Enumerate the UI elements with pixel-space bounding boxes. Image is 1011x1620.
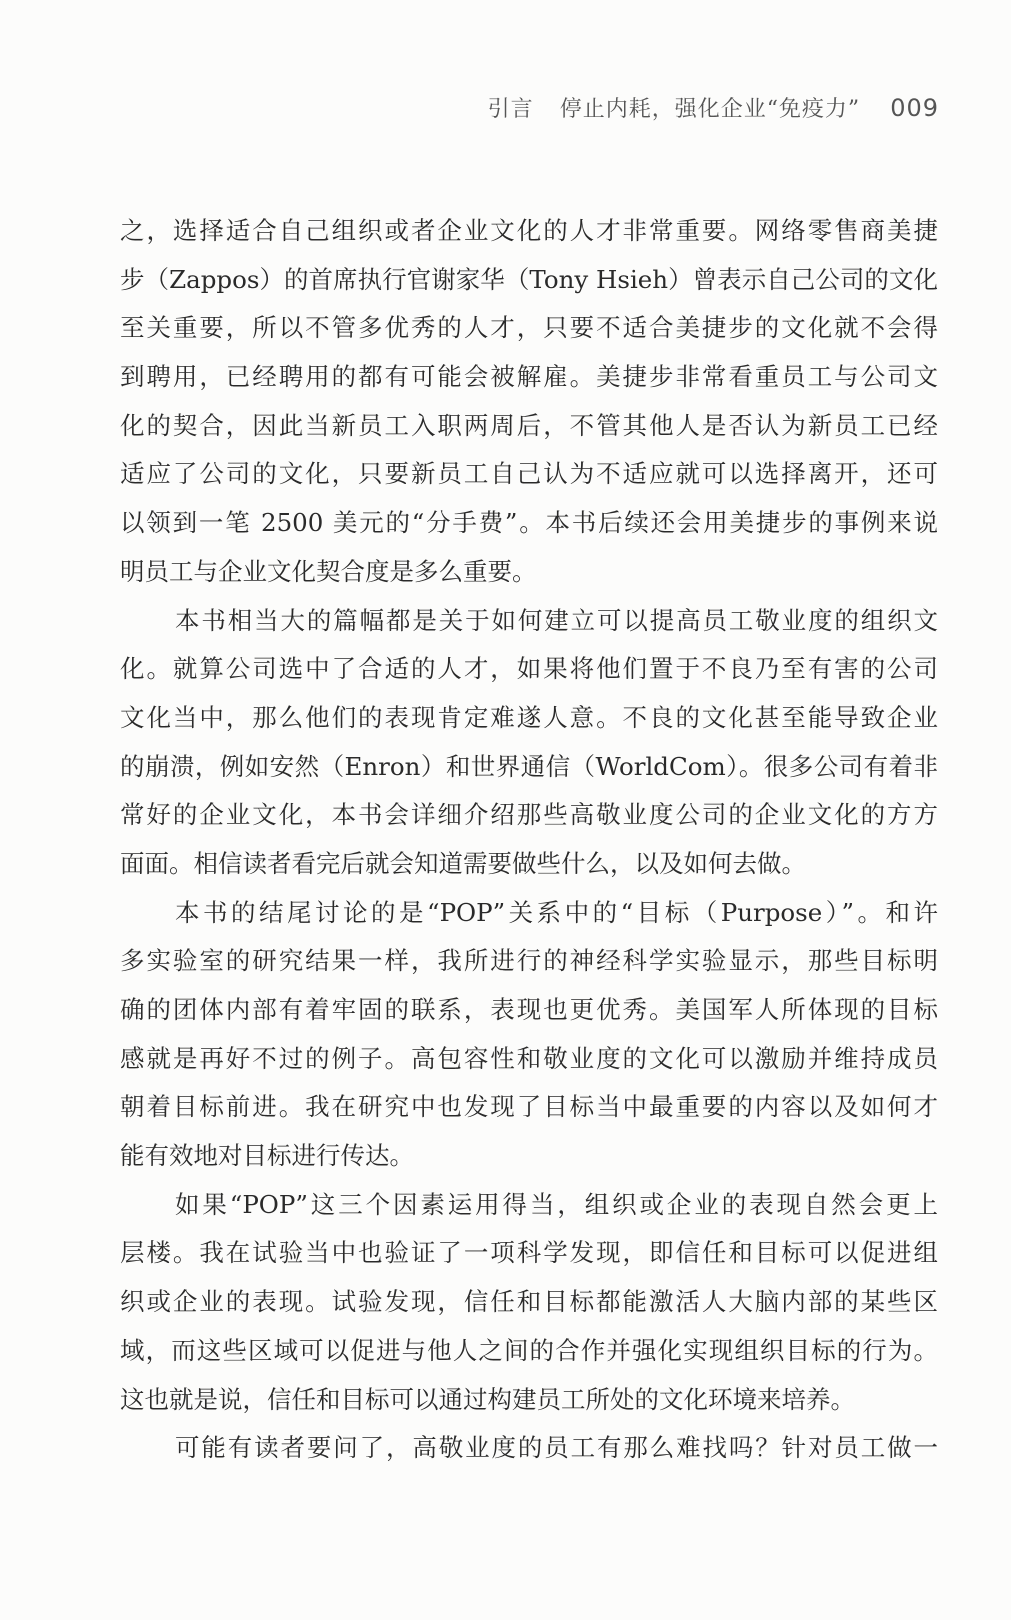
text-line: 多实验室的研究结果一样，我所进行的神经科学实验显示，那些目标明 — [120, 946, 938, 976]
text-line: 面面。相信读者看完后就会知道需要做些什么，以及如何去做。 — [120, 848, 806, 878]
text-line: 明员工与企业文化契合度是多么重要。 — [120, 556, 537, 586]
text-line: 可能有读者要问了，高敬业度的员工有那么难找吗？针对员工做一 — [175, 1433, 938, 1463]
text-line: 域，而这些区域可以促进与他人之间的合作并强化实现组织目标的行为。 — [120, 1335, 938, 1365]
text-line: 至关重要，所以不管多优秀的人才，只要不适合美捷步的文化就不会得 — [120, 313, 938, 343]
text-line: 之，选择适合自己组织或者企业文化的人才非常重要。网络零售商美捷 — [120, 216, 938, 245]
text-line: 层楼。我在试验当中也验证了一项科学发现，即信任和目标可以促进组 — [120, 1238, 938, 1268]
text-line: 以领到一笔 2500 美元的“分手费”。本书后续还会用美捷步的事例来说 — [120, 508, 938, 538]
page-number: 009 — [890, 94, 939, 122]
text-line: 这也就是说，信任和目标可以通过构建员工所处的文化环境来培养。 — [120, 1384, 855, 1414]
text-line: 织或企业的表现。试验发现，信任和目标都能激活人大脑内部的某些区 — [120, 1287, 938, 1317]
text-line: 朝着目标前进。我在研究中也发现了目标当中最重要的内容以及如何才 — [120, 1092, 938, 1122]
text-line: 本书相当大的篇幅都是关于如何建立可以提高员工敬业度的组织文 — [175, 605, 938, 635]
text-line: 如果“POP”这三个因素运用得当，组织或企业的表现自然会更上 — [175, 1189, 938, 1219]
text-line: 确的团体内部有着牢固的联系，表现也更优秀。美国军人所体现的目标 — [120, 995, 938, 1024]
text-line: 的崩溃，例如安然（Enron）和世界通信（WorldCom）。很多公司有着非 — [120, 751, 938, 781]
running-head-chapter: 引言 — [487, 97, 534, 122]
running-head-title: 停止内耗，强化企业“免疫力” — [559, 97, 861, 122]
running-head — [488, 92, 939, 123]
text-line: 文化当中，那么他们的表现肯定难遂人意。不良的文化甚至能导致企业 — [120, 702, 938, 732]
text-line: 到聘用，已经聘用的都有可能会被解雇。美捷步非常看重员工与公司文 — [120, 362, 938, 392]
text-line: 适应了公司的文化，只要新员工自己认为不适应就可以选择离开，还可 — [120, 459, 938, 489]
text-line: 化的契合，因此当新员工入职两周后，不管其他人是否认为新员工已经 — [120, 410, 938, 440]
body-text — [120, 207, 938, 1473]
text-line: 常好的企业文化，本书会详细介绍那些高敬业度公司的企业文化的方方 — [120, 800, 938, 830]
text-line: 本书的结尾讨论的是“POP”关系中的“目标（Purpose）”。和许 — [175, 897, 938, 927]
text-line: 感就是再好不过的例子。高包容性和敬业度的文化可以激励并维持成员 — [120, 1043, 938, 1073]
text-line: 化。就算公司选中了合适的人才，如果将他们置于不良乃至有害的公司 — [120, 654, 938, 684]
text-line: 步（Zappos）的首席执行官谢家华（Tony Hsieh）曾表示自己公司的文化 — [120, 264, 938, 294]
text-line: 能有效地对目标进行传达。 — [120, 1141, 414, 1171]
